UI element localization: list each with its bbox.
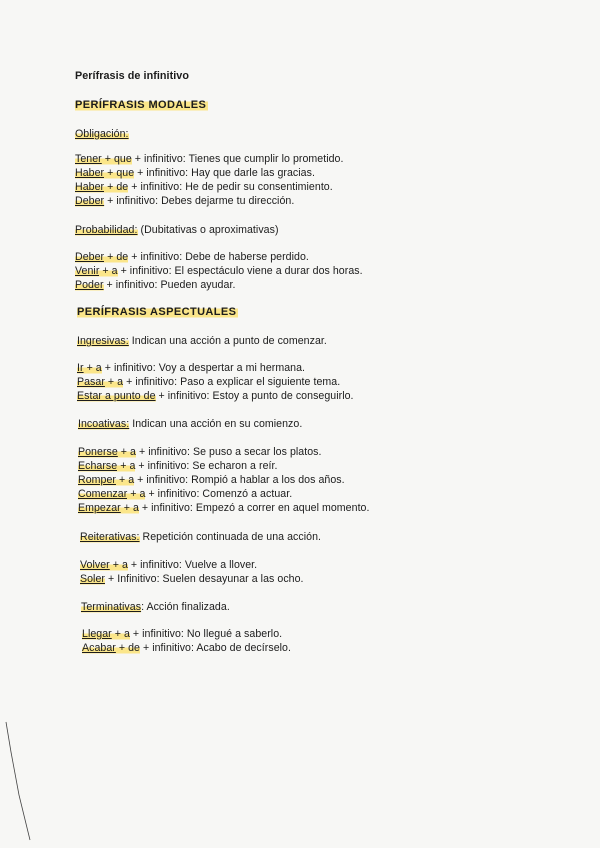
periphrasis-link: + de	[115, 642, 140, 654]
ingresivas-line-1	[77, 362, 305, 375]
periphrasis-example: + infinitivo: Acabo de decírselo.	[139, 642, 291, 654]
incoativas-line-3	[78, 474, 345, 487]
reiterativas-label: Reiterativas:	[80, 531, 140, 543]
subheading-incoativas	[78, 418, 302, 431]
probabilidad-line-3	[75, 279, 235, 292]
incoativas-desc: Indican una acción en su comienzo.	[129, 418, 303, 430]
periphrasis-link: + a	[83, 362, 102, 374]
periphrasis-link: + a	[109, 559, 128, 571]
section-heading-aspectuales: PERÍFRASIS ASPECTUALES	[77, 306, 237, 318]
periphrasis-verb: Empezar	[78, 502, 121, 514]
periphrasis-verb: Estar a punto de	[77, 390, 156, 402]
reiterativas-line-1	[80, 559, 257, 572]
periphrasis-verb: Romper	[78, 474, 116, 486]
periphrasis-link: + que	[104, 167, 135, 179]
periphrasis-verb: Venir	[75, 265, 100, 277]
periphrasis-link: + a	[127, 488, 146, 500]
reiterativas-desc: Repetición continuada de una acción.	[139, 531, 322, 543]
document-title: Perífrasis de infinitivo	[75, 70, 189, 82]
ingresivas-line-3	[77, 390, 354, 403]
terminativas-line-2	[82, 642, 291, 655]
incoativas-line-4	[78, 488, 292, 501]
subheading-ingresivas	[77, 335, 327, 348]
obligacion-line-1	[75, 153, 344, 166]
probabilidad-line-1	[75, 251, 309, 264]
periphrasis-link: + a	[99, 265, 118, 277]
periphrasis-example: + infinitivo: Tienes que cumplir lo prometido.	[131, 153, 344, 165]
periphrasis-link: + a	[111, 628, 130, 640]
periphrasis-verb: Deber	[75, 195, 105, 207]
probabilidad-line-2	[75, 265, 363, 278]
periphrasis-verb: Haber	[75, 181, 105, 193]
periphrasis-example: + infinitivo: Pueden ayudar.	[103, 279, 236, 291]
obligacion-line-2	[75, 167, 315, 180]
periphrasis-verb: Ir	[77, 362, 84, 374]
periphrasis-verb: Deber	[75, 251, 105, 263]
periphrasis-link: + a	[115, 474, 135, 486]
periphrasis-example: + infinitivo: Se echaron a reír.	[135, 460, 278, 472]
periphrasis-example: + infinitivo: El espectáculo viene a durar dos horas.	[117, 265, 363, 277]
periphrasis-verb: Llegar	[82, 628, 112, 640]
periphrasis-link: + a	[117, 460, 136, 472]
periphrasis-link: + de	[104, 181, 129, 193]
periphrasis-example: + infinitivo: Estoy a punto de conseguirlo.	[155, 390, 354, 402]
periphrasis-verb: Echarse	[78, 460, 118, 472]
terminativas-desc: : Acción finalizada.	[141, 601, 230, 613]
incoativas-line-5	[78, 502, 370, 515]
terminativas-line-1	[82, 628, 282, 641]
periphrasis-example: + infinitivo: Debe de haberse perdido.	[128, 251, 309, 263]
periphrasis-example: + infinitivo: Rompió a hablar a los dos años.	[134, 474, 345, 486]
incoativas-line-2	[78, 460, 278, 473]
periphrasis-example: + infinitivo: Paso a explicar el siguiente tema.	[123, 376, 341, 388]
periphrasis-verb: Acabar	[82, 642, 116, 654]
periphrasis-verb: Tener	[75, 153, 102, 165]
periphrasis-example: + infinitivo: Empezó a correr en aquel momento.	[138, 502, 370, 514]
reiterativas-line-2	[80, 573, 304, 586]
incoativas-label: Incoativas:	[78, 418, 130, 430]
periphrasis-link: + a	[104, 376, 124, 388]
periphrasis-example: + infinitivo: Hay que darle las gracias.	[134, 167, 315, 179]
obligacion-label: Obligación:	[75, 128, 129, 140]
ingresivas-line-2	[77, 376, 340, 389]
periphrasis-verb: Haber	[75, 167, 105, 179]
subheading-probabilidad	[75, 224, 279, 237]
section-heading-modales: PERÍFRASIS MODALES	[75, 99, 207, 111]
periphrasis-link: + a	[120, 502, 139, 514]
periphrasis-link: + que	[101, 153, 132, 165]
ingresivas-label: Ingresivas:	[77, 335, 129, 347]
periphrasis-example: + Infinitivo: Suelen desayunar a las ocho.	[104, 573, 304, 585]
ingresivas-desc: Indican una acción a punto de comenzar.	[128, 335, 327, 347]
periphrasis-example: + infinitivo: Voy a despertar a mi hermana.	[101, 362, 306, 374]
periphrasis-example: + infinitivo: No llegué a saberlo.	[129, 628, 283, 640]
subheading-reiterativas	[80, 531, 321, 544]
periphrasis-example: + infinitivo: Vuelve a llover.	[127, 559, 258, 571]
periphrasis-example: + infinitivo: He de pedir su consentimiento.	[128, 181, 333, 193]
obligacion-line-3	[75, 181, 333, 194]
terminativas-label: Terminativas	[81, 601, 142, 613]
scan-edge-stroke	[6, 722, 30, 840]
periphrasis-link: + a	[117, 446, 136, 458]
periphrasis-verb: Poder	[75, 279, 104, 291]
periphrasis-verb: Pasar	[77, 376, 105, 388]
probabilidad-label: Probabilidad:	[75, 224, 138, 236]
periphrasis-example: + infinitivo: Comenzó a actuar.	[145, 488, 293, 500]
subheading-obligacion	[75, 128, 129, 141]
probabilidad-desc: (Dubitativas o aproximativas)	[137, 224, 279, 236]
periphrasis-example: + infinitivo: Se puso a secar los platos.	[135, 446, 322, 458]
subheading-terminativas	[81, 601, 230, 614]
periphrasis-verb: Comenzar	[78, 488, 128, 500]
periphrasis-verb: Soler	[80, 573, 105, 585]
periphrasis-verb: Volver	[80, 559, 110, 571]
obligacion-line-4	[75, 195, 294, 208]
incoativas-line-1	[78, 446, 322, 459]
periphrasis-link: + de	[104, 251, 129, 263]
periphrasis-example: + infinitivo: Debes dejarme tu dirección.	[104, 195, 295, 207]
periphrasis-verb: Ponerse	[78, 446, 118, 458]
